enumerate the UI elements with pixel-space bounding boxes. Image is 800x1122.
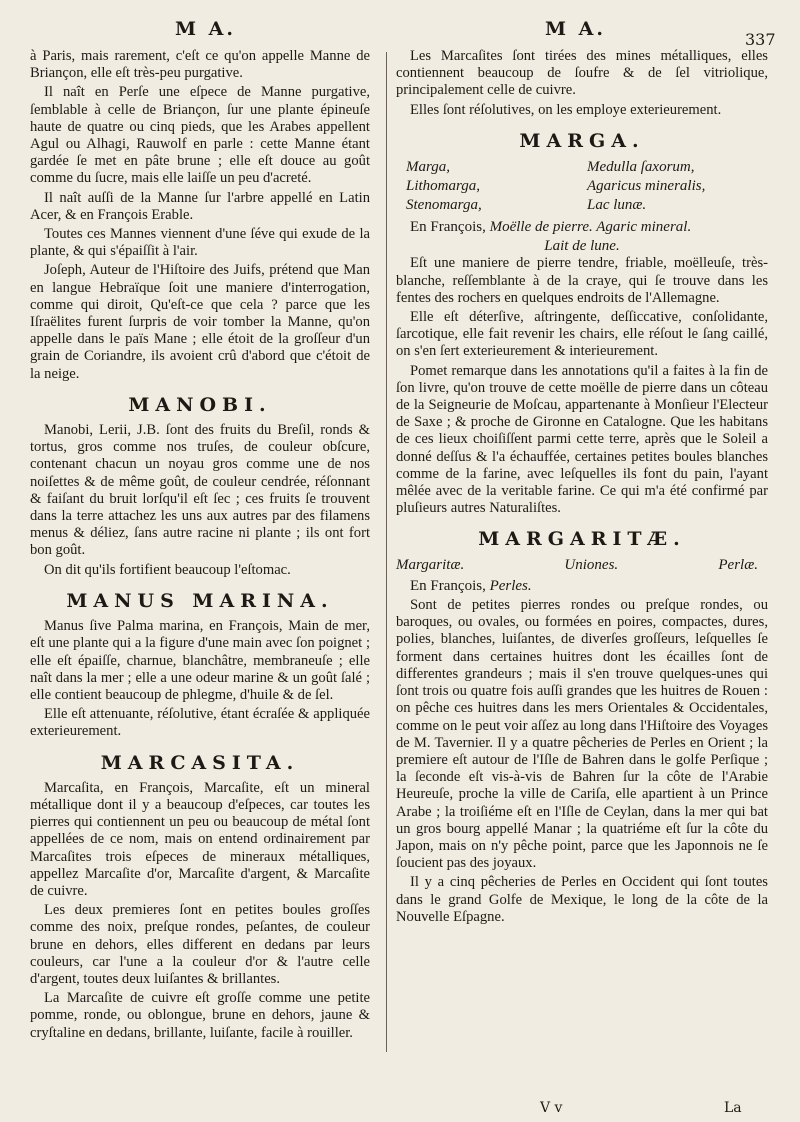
running-head-right: M A. [545,18,607,40]
paragraph: Il naît en Perſe une eſpece de Manne purgative, ſemblable à celle de Briançon, ſur une plante épineuſe haute de quatre ou cinq pieds, que les Arabes appellent Agul ou Alhagi, Rauwolf en parle : cette Manne étant gardée ſe met en pâte brune ; elle eſt douce au goût comme du ſucre, mais elle laiſſe un peu d'acreté. [30,84,370,187]
running-head-left: M A. [175,18,237,40]
paragraph: Toutes ces Mannes viennent d'une ſéve qui exude de la plante, & qui s'épaiſſit à l'air. [30,226,370,260]
synonym: Lac lunæ. [587,197,647,214]
synonym: Margaritæ. [396,556,465,573]
entry-heading-margaritae: MARGARITÆ. [478,528,686,551]
column-divider [386,52,387,1052]
signature-mark: V v [540,1100,563,1116]
paragraph: Joſeph, Auteur de l'Hiſtoire des Juifs, prétend que Man en langue Hebraïque ſoit une maniere d'interrogation, comme qui diroit, Qu'eſt-ce que cela ? parce que les Iſraëlites furent ſurpris de voir tomber la Manne, qu'on appelle dans le païs Mane ; elle étoit de la groſſeur d'un grain de Coriandre, ils avoient crû d'abord que c'étoit de la neige. [30,262,370,382]
entry-heading-marcasita: MARCASITA. [100,751,300,774]
synonym: Perlæ. [718,556,758,573]
paragraph: Sont de petites pierres rondes ou preſque rondes, ou baroques, ou ovales, ou formées en poires, compactes, dures, polies, blanches, luiſantes, de diverſes groſſeurs, leſquelles ſe forment dans certaines huitres dont les écailles ſont de differentes grandeurs ; mais il s'en trouve quelques-unes qui ſont trois ou quatre fois auſſi grandes que les huitres de Rouen : on pêche ces huitres dans les mers Orientales & Occidentales, comme on le peut voir aſſez au long dans l'Hiſtoire des Voyages de M. Tavernier. Il y a quatre pêcheries de Perles en Orient ; la premiere eſt autour de l'Iſle de Bahren dans le golfe Perſique ; la ſeconde eſt vis-à-vis de Bahren ſur la côte de l'Arabie Heureuſe, proche la ville de Cariſa, elle apartient à un Prince Arabe ; la troiſiéme eſt en l'Iſle de Ceylan, dans la mer qui bat un gros bourg appellé Manar ; la quatriéme eſt ſur la côte du Japon, mais on n'y pêche point, parce que les Japonnois ne ſe ſoucient pas des joyaux. [396,597,768,872]
french-names [396,219,768,236]
paragraph: Manus ſive Palma marina, en François, Main de mer, eſt une plante qui a la figure d'une main avec ſon poignet ; elle eſt épaiſſe, charnue, blanchâtre, membraneuſe ; elle naît dans la mer ; elle a une odeur marine & un goût ſalé ; elle contient beaucoup de phlegme, d'huile & de ſel. [30,618,370,703]
synonym-list [396,557,758,574]
paragraph: Marcaſita, en François, Marcaſite, eſt un mineral métallique dont il y a beaucoup d'eſpeces, car toutes les pierres qui contiennent un peu ou beaucoup de métal ſont appellées de ce nom, mais on entend ordinairement par Marcaſites trois eſpeces de mineraux métalliques, appellez Marcaſite d'or, Marcaſite d'argent, & Marcaſite de cuivre. [30,779,370,899]
french-prefix: En François, [410,577,486,594]
french-name: Perles. [489,577,532,594]
entry-heading-marga: MARGA. [519,129,645,152]
french-name: Moëlle de pierre. Agaric mineral. [489,219,692,236]
paragraph: Elle eſt déterſive, aſtringente, deſſiccative, conſolidante, ſarcotique, elle fait revenir les chairs, elle réſout le ſang caillé, on s'en ſert exterieurement & interieurement. [396,309,768,360]
paragraph: Eſt une maniere de pierre tendre, friable, moëlleuſe, très-blanche, reſſemblante à de la craye, qui ſe trouve dans les fentes des rochers en quelques endroits de l'Allemagne. [396,255,768,306]
page-number: 337 [745,30,776,49]
entry-heading-manus-marina: MANUS MARINA. [66,589,334,612]
paragraph: On dit qu'ils fortifient beaucoup l'eſtomac. [44,561,291,578]
synonym: Lithomarga, [406,178,481,195]
catchword: La [724,1100,742,1116]
paragraph: Elle eſt attenuante, réſolutive, étant écraſée & appliquée exterieurement. [30,706,370,740]
paragraph: Il y a cinq pêcheries de Perles en Occident qui ſont toutes dans le grand Golfe de Mexique, le long de la côte de la Nouvelle Eſpagne. [396,874,768,925]
french-prefix: En François, [410,219,486,236]
paragraph: Pomet remarque dans les annotations qu'il a faites à la fin de ſon livre, qu'on trouve de cette moëlle de pierre dans un côteau de la Seigneurie de Moſcau, appartenante à Monſieur l'Electeur de Saxe ; & proche de Gironne en Catalogne. Que les habitans de ces lieux choiſiſſent parmi cette terre, après que le Soleil a donné deſſus & l'a échauffée, certaines petites boules blanches comme de la farine, avec leſquelles ils font du pain, l'ayant mêlée avec de la veritable farine. Ce qui m'a été confirmé par pluſieurs autres Naturaliſtes. [396,362,768,517]
paragraph: Elles ſont réſolutives, on les employe exterieurement. [410,101,722,118]
paragraph: La Marcaſite de cuivre eſt groſſe comme une petite pomme, ronde, ou oblongue, brune en dehors, jaune & cryſtaline en dedans, brillante, luiſante, facile à rouiller. [30,990,370,1041]
paragraph: Les deux premieres ſont en petites boules groſſes comme des noix, preſque rondes, peſantes, de couleur brune en dehors, elles different en dedans par leurs couleurs, car l'une a la couleur d'or & l'autre celle d'argent, toutes deux luiſantes & brillantes. [30,902,370,987]
right-column [396,48,768,928]
paragraph: à Paris, mais rarement, c'eſt ce qu'on appelle Manne de Briançon, elle eſt très-peu purgative. [30,48,370,82]
paragraph: Les Marcaſites ſont tirées des mines métalliques, elles contiennent beaucoup de ſoufre & de ſel vitriolique, principalement celle de cuivre. [396,48,768,99]
french-names [396,578,768,595]
paragraph: Il naît auſſi de la Manne ſur l'arbre appellé en Latin Acer, & en François Erable. [30,189,370,223]
synonym: Marga, [406,159,451,176]
synonym: Medulla ſaxorum, [587,159,695,176]
french-name-last: Lait de lune. [544,238,620,255]
synonym: Stenomarga, [406,197,482,214]
paragraph: Manobi, Lerii, J.B. ſont des fruits du Breſil, ronds & tortus, gros comme nos truſes, de couleur obſcure, contenant chacun un noyau gros comme une de nos noiſettes & de même goût, de couleur cendrée, réſonnant & faiſant du bruit lorſqu'il eſt ſec ; ces fruits ſe trouvent dans la terre attachez les uns aux autres par des filamens menus & déliez, ſans autre racine ni plante ; ils ont fort bon goût. [30,422,370,559]
left-column [30,48,370,1044]
synonym: Uniones. [564,556,619,573]
synonym: Agaricus mineralis, [587,178,706,195]
entry-heading-manobi: MANOBI. [128,393,272,416]
synonym-list [406,158,768,215]
